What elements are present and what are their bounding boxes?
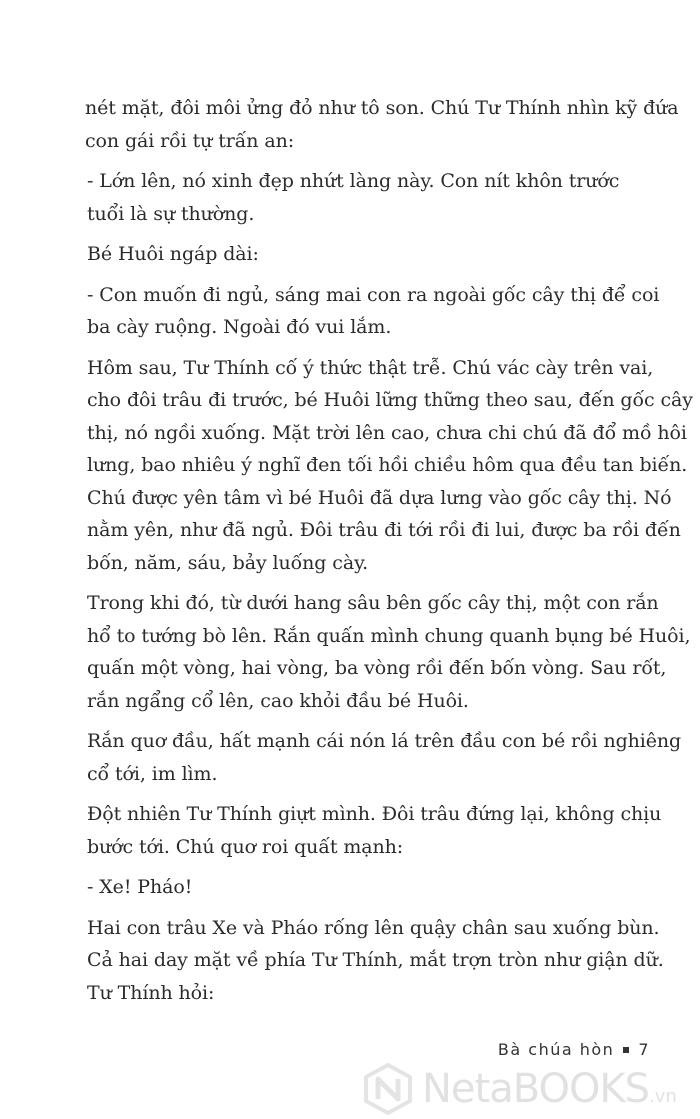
netabooks-logo-icon	[362, 1063, 414, 1115]
paragraph	[85, 725, 682, 790]
text-line: tuổi là sự thường.	[87, 202, 255, 225]
text-line: nét mặt, đôi môi ửng đỏ như tô son. Chú Tư Thính nhìn kỹ đứa	[85, 97, 679, 119]
text-line: nằm yên, như đã ngủ. Đôi trâu đi tới rồi đi lui, được ba rồi đến	[87, 519, 681, 541]
text-line: Bé Huôi ngáp dài:	[87, 243, 259, 265]
watermark-brand: NetaBOOKS.vn	[422, 1066, 677, 1112]
text-line: con gái rồi tự trấn an:	[85, 129, 295, 152]
text-line: Cả hai day mặt về phía Tư Thính, mắt trợn tròn như giận dữ.	[87, 949, 664, 971]
text-line: Hôm sau, Tư Thính cố ý thức thật trễ. Chú vác cày trên vai,	[87, 356, 654, 379]
text-line: rắn ngẩng cổ lên, cao khỏi đầu bé Huôi.	[87, 689, 469, 712]
text-line: - Xe! Pháo!	[87, 876, 193, 898]
paragraph	[85, 912, 670, 1010]
text-line: ba cày ruộng. Ngoài đó vui lắm.	[87, 316, 392, 338]
body-text	[85, 92, 693, 1017]
text-line: thị, nó ngồi xuống. Mặt trời lên cao, chưa chi chú đã đổ mồ hôi	[87, 421, 687, 444]
text-line: Đột nhiên Tư Thính giựt mình. Đôi trâu đứng lại, không chịu	[87, 803, 662, 825]
watermark	[362, 1063, 677, 1115]
page-number: 7	[638, 1040, 650, 1059]
text-line: hổ to tướng bò lên. Rắn quấn mình chung quanh bụng bé Huôi,	[87, 624, 691, 647]
paragraph	[85, 798, 670, 863]
text-line: Tư Thính hỏi:	[87, 981, 215, 1004]
text-line: Chú được yên tâm vì bé Huôi đã dựa lưng vào gốc cây thị. Nó	[87, 486, 672, 509]
text-line: cho đôi trâu đi trước, bé Huôi lững thững theo sau, đến gốc cây	[87, 389, 693, 411]
paragraph	[85, 279, 670, 344]
text-line: quấn một vòng, hai vòng, ba vòng rồi đến bốn vòng. Sau rốt,	[87, 657, 667, 679]
text-line: Rắn quơ đầu, hất mạnh cái nón lá trên đầu con bé rồi nghiêng	[87, 730, 682, 752]
text-line: lưng, bao nhiêu ý nghĩ đen tối hồi chiều hôm qua đều tan biến.	[87, 454, 688, 476]
text-line: bốn, năm, sáu, bảy luống cày.	[87, 551, 369, 574]
paragraph	[85, 871, 670, 904]
text-line: - Lớn lên, nó xinh đẹp nhứt làng này. Con nít khôn trước	[87, 170, 620, 192]
text-line: Hai con trâu Xe và Pháo rống lên quậy chân sau xuống bùn.	[87, 916, 660, 939]
text-line: bước tới. Chú quơ roi quất mạnh:	[87, 835, 404, 858]
running-title: Bà chúa hòn	[497, 1040, 615, 1059]
text-line: Trong khi đó, từ dưới hang sâu bên gốc cây thị, một con rắn	[87, 592, 659, 614]
text-line: - Con muốn đi ngủ, sáng mai con ra ngoài gốc cây thị để coi	[87, 283, 660, 306]
separator-bullet	[623, 1047, 629, 1053]
paragraph	[85, 352, 693, 580]
paragraph	[85, 587, 691, 717]
paragraph	[85, 238, 670, 271]
paragraph	[85, 165, 670, 230]
paragraph	[85, 92, 679, 157]
page-footer	[498, 1040, 650, 1059]
text-line: cổ tới, im lìm.	[87, 762, 218, 785]
